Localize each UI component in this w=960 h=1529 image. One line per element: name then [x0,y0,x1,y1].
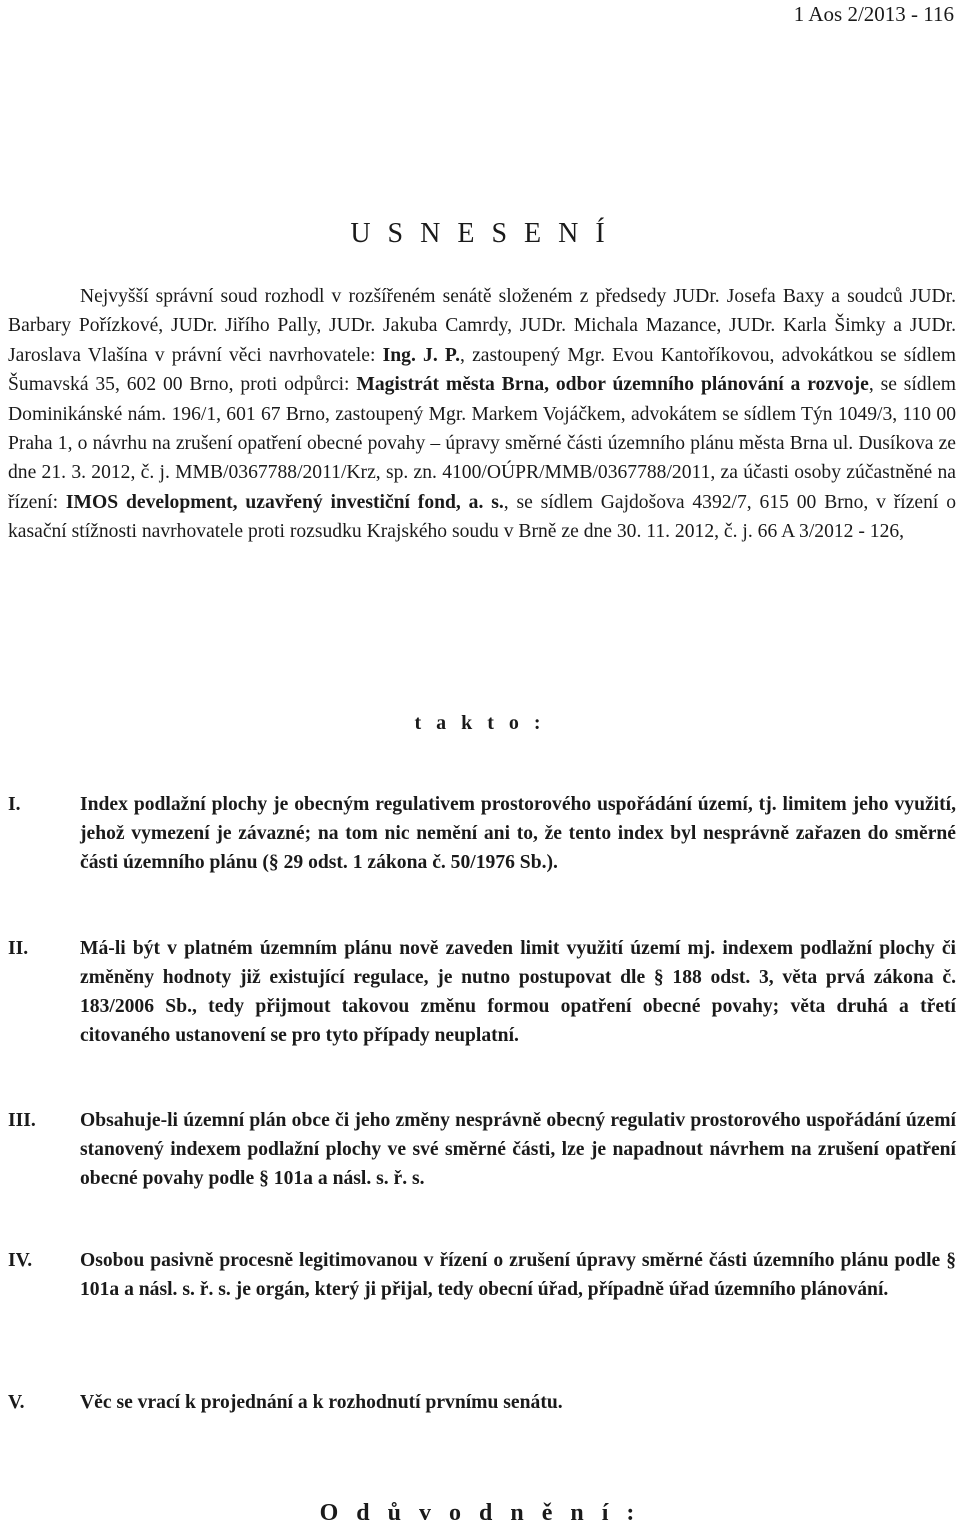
verdict-item-3 [8,1106,956,1193]
document-title: U S N E S E N Í [350,218,610,249]
verdict-item-4 [8,1246,956,1304]
respondent-name: Magistrát města Brna, odbor územního plánování a rozvoje [356,374,869,396]
item-number: IV. [8,1250,33,1271]
item-text: Osobou pasivně procesně legitimovanou v řízení o zrušení úpravy směrné části územního plánu podle § 101a a násl. s. ř. s. je orgán, který ji přijal, tedy obecní úřad, případně úřad územního plánování. [80,1250,956,1300]
party-name: IMOS development, uzavřený investiční fond, a. s. [65,491,504,513]
item-number: I. [8,794,21,815]
intro-paragraph [8,282,956,547]
item-text: Má-li být v platném územním plánu nově zaveden limit využití území mj. indexem podlažní plochy či změněny hodnoty již existující regulace, je nutno postupovat dle § 188 odst. 3, věta prvá zákona č. 183/2006 Sb., tedy přijmout takovou změnu formou opatření obecné povahy; věta druhá a třetí citovaného ustanovení se pro tyto případy neuplatní. [80,938,956,1046]
item-text: Index podlažní plochy je obecným regulativem prostorového uspořádání území, tj. limitem jeho využití, jehož vymezení je závazné; na tom nic nemění ani to, že tento index byl nesprávně zařazen do směrné části územního plánu (§ 29 odst. 1 zákona č. 50/1976 Sb.). [80,794,956,873]
verdict-item-2 [8,934,956,1050]
takto-heading: t a k t o : [414,712,546,734]
reasoning-heading: O d ů v o d n ě n í : [319,1500,641,1526]
case-number: 1 Aos 2/2013 - 116 [793,2,954,26]
intro-text-1: Nejvyšší správní soud rozhodl v rozšířeném senátě složeném z předsedy JUDr. Josefa Baxy a soudců JUDr. Barbary Pořízkové, JUDr. Jiřího Pally, JUDr. Jakuba Camrdy, JUDr. Michala Mazance, JUDr. Karla Šimky a JUDr. Jaroslava Vlašína v právní věci navrhovatele: [8,286,956,366]
intro-text-3: , se sídlem Dominikánské nám. 196/1, 601 67 Brno, zastoupený Mgr. Markem Vojáčkem, advokátem se sídlem Týn 1049/3, 110 00 Praha 1, o návrhu na zrušení opatření obecné povahy – úpravy směrné části územního plánu města Brna ul. Dusíkova ze dne 21. 3. 2012, č. j. MMB/0367788/2011/Krz, sp. zn. 4100/OÚPR/MMB/0367788/2011, za účasti osoby zúčastněné na řízení: [8,374,957,513]
petitioner-name: Ing. J. P. [382,344,460,366]
item-number: II. [8,938,29,959]
verdict-item-5 [8,1388,956,1417]
item-text: Věc se vrací k projednání a k rozhodnutí prvnímu senátu. [80,1392,563,1413]
item-number: III. [8,1110,36,1131]
verdict-item-1 [8,790,956,877]
item-text: Obsahuje-li územní plán obce či jeho změny nesprávně obecný regulativ prostorového uspořádání území stanovený indexem podlažní plochy ve své směrné části, lze je napadnout návrhem na zrušení opatření obecné povahy podle § 101a a násl. s. ř. s. [80,1110,956,1189]
intro-text-2: , zastoupený Mgr. Evou Kantoříkovou, advokátkou se sídlem Šumavská 35, 602 00 Brno, proti odpůrci: [8,344,956,396]
intro-text-4: , se sídlem Gajdošova 4392/7, 615 00 Brno, v řízení o kasační stížnosti navrhovatele proti rozsudku Krajského soudu v Brně ze dne 30. 11. 2012, č. j. 66 A 3/2012 - 126, [8,491,956,543]
item-number: V. [8,1392,25,1413]
